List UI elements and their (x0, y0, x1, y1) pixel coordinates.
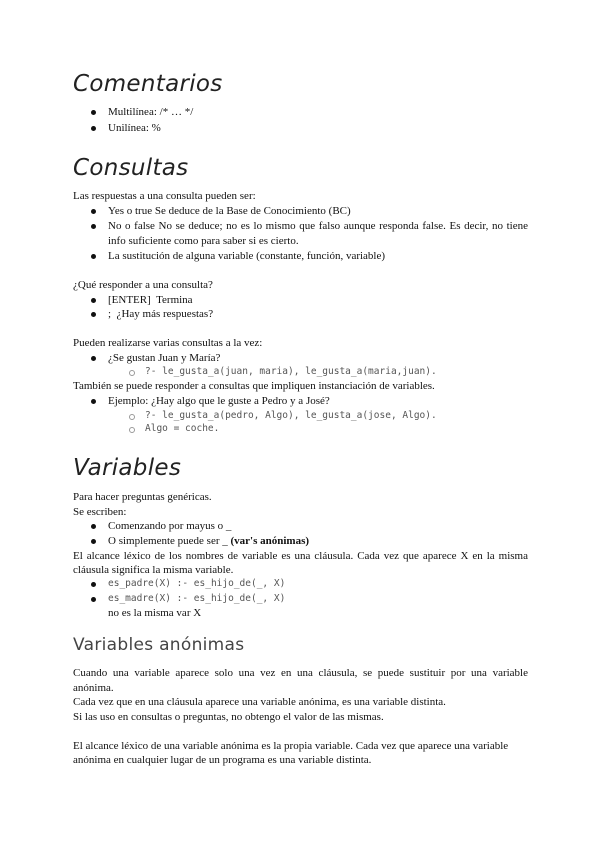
bullet-icon (91, 399, 96, 404)
heading-variables: Variables (73, 455, 182, 481)
bullet-icon (91, 524, 96, 529)
list-item: [ENTER] Termina (108, 294, 193, 306)
bullet-icon (91, 209, 96, 214)
bullet-icon (91, 110, 96, 115)
sub-bullet-icon (129, 414, 135, 420)
code-line: Algo = coche. (145, 423, 220, 434)
bullet-icon (91, 582, 96, 587)
paragraph: cláusula significa la misma variable. (73, 564, 234, 576)
list-item: Unilínea: % (108, 122, 161, 134)
bullet-icon (91, 539, 96, 544)
paragraph: anónima en cualquier lugar de un programa es una variable distinta. (73, 754, 372, 766)
bullet-icon (91, 224, 96, 229)
bullet-icon (91, 254, 96, 259)
list-item-continuation: info suficiente como para saber si es cierto. (108, 235, 299, 247)
bullet-icon (91, 597, 96, 602)
paragraph: Las respuestas a una consulta pueden ser: (73, 190, 256, 202)
list-item-text: O simplemente puede ser _ (108, 535, 231, 547)
paragraph: También se puede responder a consultas que impliquen instanciación de variables. (73, 380, 435, 392)
paragraph: Cada vez que en una cláusula aparece una variable anónima, es una variable distinta. (73, 696, 446, 708)
paragraph: anónima. (73, 682, 114, 694)
sub-bullet-icon (129, 370, 135, 376)
list-item: No o false No se deduce; no es lo mismo que falso aunque responda false. Es decir, no tiene (108, 220, 528, 232)
list-item: Ejemplo: ¿Hay algo que le guste a Pedro y a José? (108, 395, 330, 407)
bullet-icon (91, 298, 96, 303)
bold-text: (var's anónimas) (230, 535, 310, 547)
code-line: es_madre(X) :- es_hijo_de(_, X) (108, 593, 286, 604)
list-item: ; ¿Hay más respuestas? (108, 308, 214, 320)
heading-comentarios: Comentarios (73, 71, 223, 97)
sub-bullet-icon (129, 427, 135, 433)
paragraph: El alcance léxico de los nombres de variable es una cláusula. Cada vez que aparece X en la misma (73, 550, 528, 562)
paragraph: El alcance léxico de una variable anónima es la propia variable. Cada vez que aparece una variable (73, 740, 509, 752)
list-item: Comenzando por mayus o _ (108, 520, 232, 532)
paragraph: Si las uso en consultas o preguntas, no obtengo el valor de las mismas. (73, 711, 384, 723)
note: no es la misma var X (108, 607, 202, 619)
paragraph: ¿Qué responder a una consulta? (73, 279, 213, 291)
code-line: ?- le_gusta_a(pedro, Algo), le_gusta_a(jose, Algo). (145, 410, 437, 421)
code-line: ?- le_gusta_a(juan, maria), le_gusta_a(maria,juan). (145, 366, 437, 377)
code-line: es_padre(X) :- es_hijo_de(_, X) (108, 578, 286, 589)
list-item (108, 534, 309, 548)
paragraph: Se escriben: (73, 506, 127, 518)
bullet-icon (91, 312, 96, 317)
list-item: La sustitución de alguna variable (constante, función, variable) (108, 250, 386, 262)
list-item: Yes o true Se deduce de la Base de Conocimiento (BC) (108, 205, 351, 217)
list-item: Multilínea: /* … */ (108, 106, 194, 118)
paragraph: Pueden realizarse varias consultas a la vez: (73, 337, 263, 349)
list-item: ¿Se gustan Juan y María? (108, 352, 221, 364)
heading-variables-anonimas: Variables anónimas (73, 635, 245, 655)
bullet-icon (91, 356, 96, 361)
heading-consultas: Consultas (73, 155, 189, 181)
paragraph: Para hacer preguntas genéricas. (73, 491, 212, 503)
bullet-icon (91, 126, 96, 131)
paragraph: Cuando una variable aparece solo una vez en una cláusula, se puede sustituir por una variable (73, 667, 528, 679)
